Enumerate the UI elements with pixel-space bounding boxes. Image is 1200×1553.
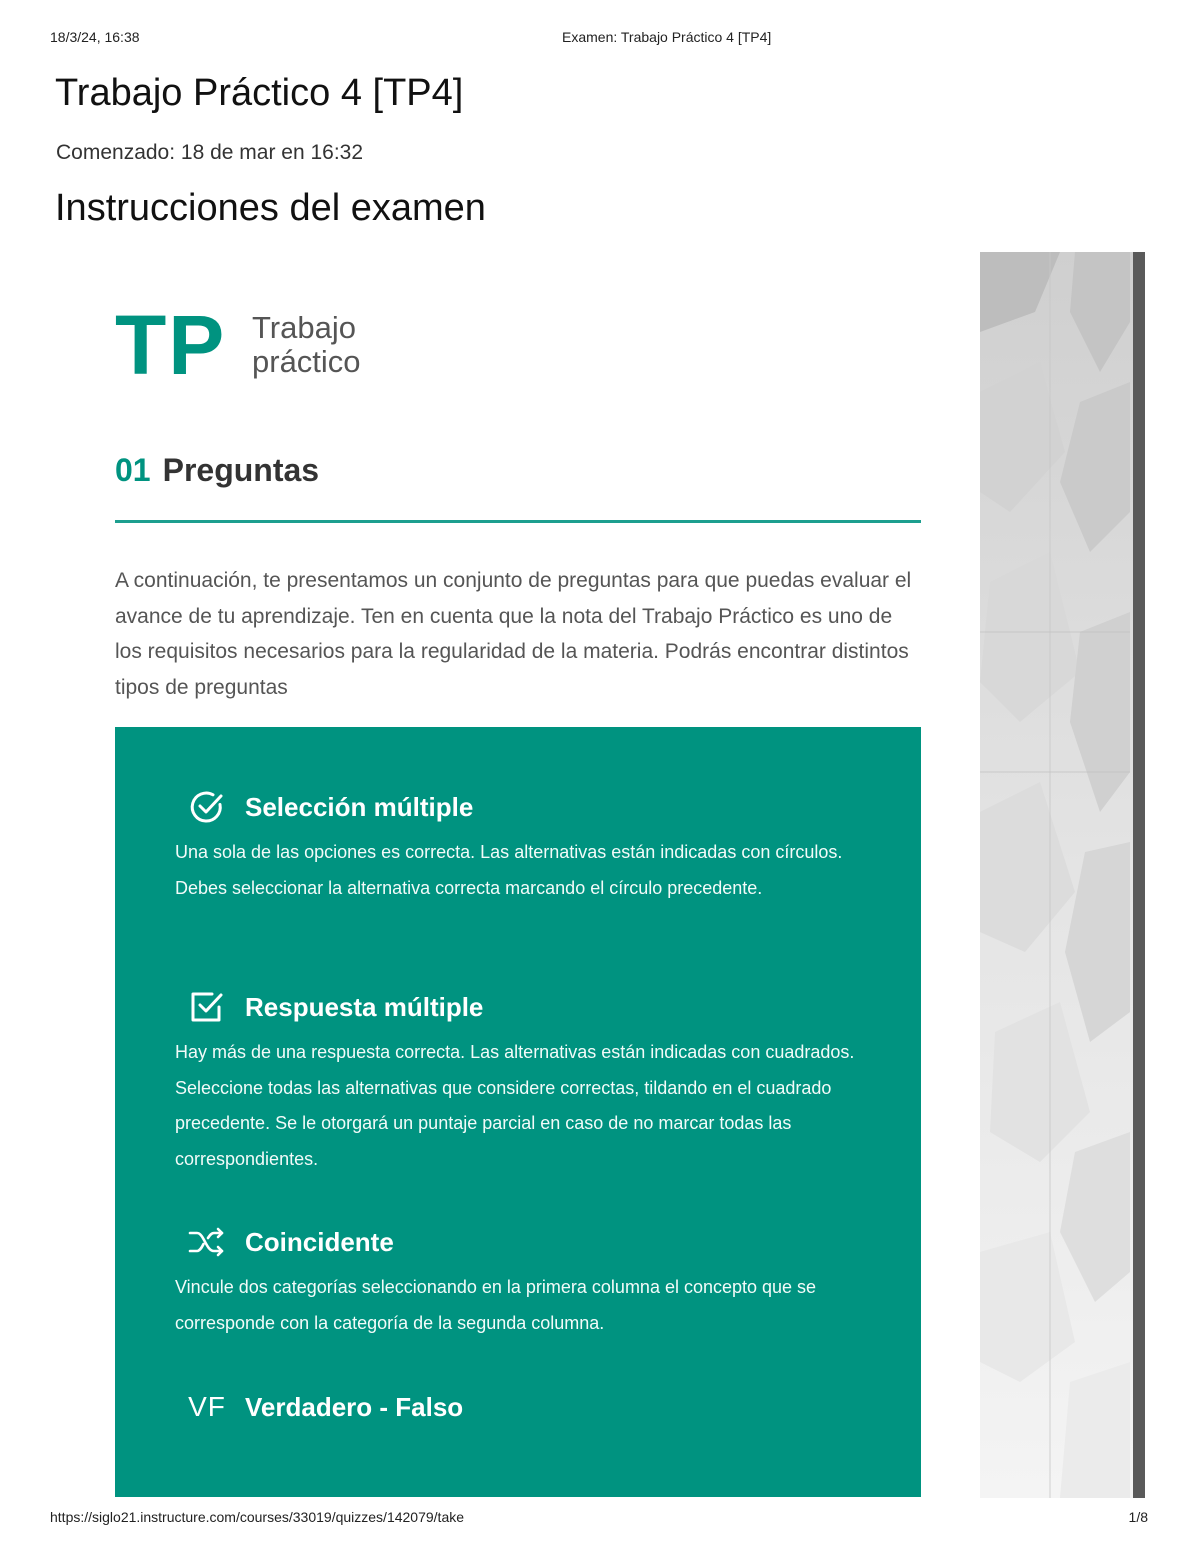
question-type-title: Coincidente [245, 1226, 394, 1257]
decorative-side-bar [1133, 252, 1145, 1498]
question-type-description: Una sola de las opciones es correcta. Las alternativas están indicadas con círculos. Debes seleccionar la alternativa correcta marcando el círculo precedente. [175, 842, 843, 898]
print-url: https://siglo21.instructure.com/courses/33019/quizzes/142079/take [50, 1509, 465, 1525]
square-check-icon [187, 987, 227, 1027]
section-number: 01 [115, 452, 151, 488]
section-divider [115, 520, 921, 523]
vf-icon-text: VF [188, 1391, 226, 1422]
circle-check-icon [187, 787, 227, 827]
tp-logo-line2: práctico [252, 344, 361, 379]
tp-logo-line1: Trabajo [252, 310, 356, 345]
question-type-description: Hay más de una respuesta correcta. Las alternativas están indicadas con cuadrados. Seleccione todas las alternativas que considere correctas, tildando en el cuadrado precedente. Se le otorgará un puntaje parcial en caso de no marcar todas las correspondientes. [175, 1042, 855, 1169]
instructions-title: Instrucciones del examen [55, 187, 486, 229]
question-type-title: Respuesta múltiple [245, 991, 484, 1022]
question-type-multiple-choice [175, 787, 865, 906]
vf-icon [187, 1387, 227, 1427]
page-title: Trabajo Práctico 4 [TP4] [55, 72, 464, 114]
section-intro: A continuación, te presentamos un conjunto de preguntas para que puedas evaluar el avance de tu aprendizaje. Ten en cuenta que la nota del Trabajo Práctico es uno de los requisitos necesarios para la regularidad de la materia. Podrás encontrar distintos tipos de preguntas [115, 569, 912, 699]
question-type-true-false [175, 1387, 865, 1427]
section-title: Preguntas [162, 452, 320, 488]
tp-logo-mark: TP [115, 298, 227, 392]
print-doc-title: Examen: Trabajo Práctico 4 [TP4] [562, 29, 772, 45]
question-type-multiple-answer [175, 987, 865, 1177]
print-datetime: 18/3/24, 16:38 [50, 29, 140, 45]
shuffle-icon [187, 1222, 227, 1262]
question-type-description: Vincule dos categorías seleccionando en la primera columna el concepto que se corresponde con la categoría de la segunda columna. [175, 1277, 817, 1333]
print-page-number: 1/8 [1128, 1509, 1148, 1525]
started-timestamp: Comenzado: 18 de mar en 16:32 [56, 141, 364, 164]
question-types-panel [115, 727, 921, 1497]
decorative-side-image [980, 252, 1145, 1498]
question-type-title: Selección múltiple [245, 791, 474, 822]
question-type-matching [175, 1222, 865, 1341]
question-type-title: Verdadero - Falso [245, 1391, 464, 1422]
section-heading [115, 452, 319, 489]
tp-logo-words [252, 311, 361, 379]
